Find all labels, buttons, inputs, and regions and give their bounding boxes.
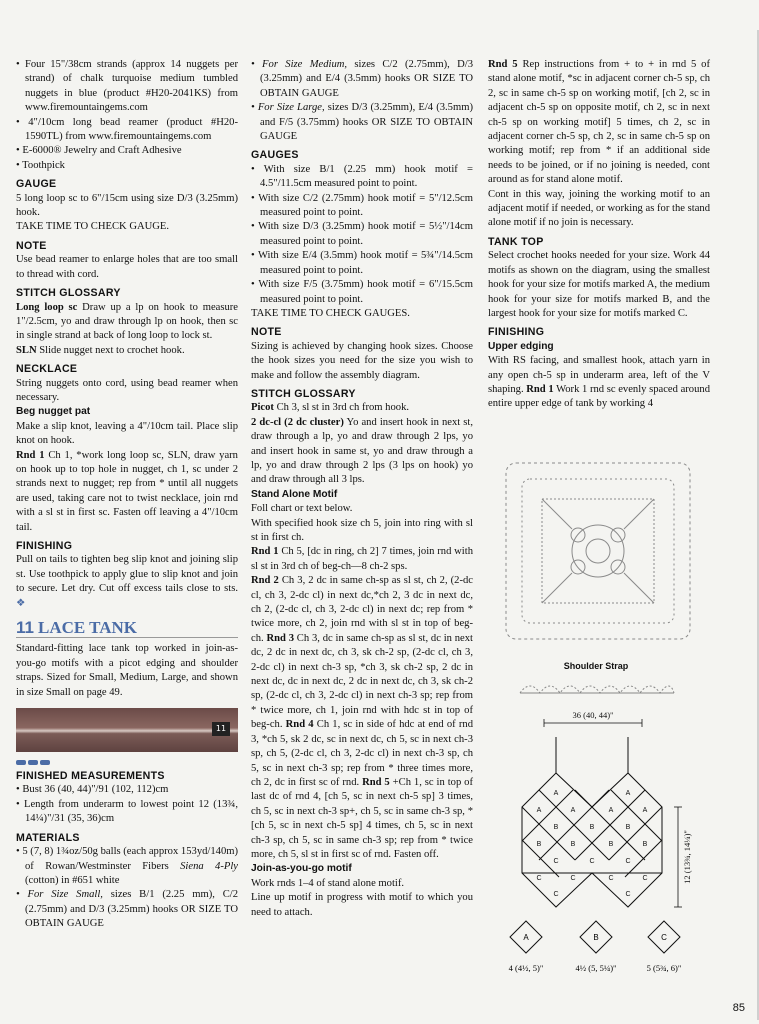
size-large-label: • For Size Large,	[251, 102, 325, 114]
motif-a-3: A	[536, 807, 542, 814]
upper-edging-body: With RS facing, and smallest hook, attach yarn in any open ch-5 sp in underarm area, left of the V shaping.	[488, 355, 710, 395]
gauge-heading: GAUGE	[16, 178, 57, 191]
bullet-reamer: • 4"/10cm long bead reamer (product #H20-1590TL) from www.firemountaingems.com	[16, 116, 238, 143]
motif-c-6: C	[608, 875, 614, 882]
photo-badge: 11	[212, 722, 230, 736]
motif-a-1: A	[553, 790, 559, 797]
materials-heading: MATERIALS	[16, 831, 80, 844]
motif-c-9: C	[625, 891, 631, 898]
rnd1-term: Rnd 1	[16, 449, 45, 461]
size-c-label: 5 (5¾, 6)"	[646, 963, 682, 973]
bullet-adhesive: • E-6000® Jewelry and Craft Adhesive	[16, 145, 182, 157]
motif-rnd3-term: Rnd 3	[266, 632, 294, 644]
motif-a-5: A	[608, 807, 614, 814]
motif-rnd1-term: Rnd 1	[251, 546, 279, 558]
motif-chart	[506, 463, 690, 639]
rnd1-text: Ch 1, *work long loop sc, SLN, draw yarn on hook up to top hole in nugget, ch 1, sc under 2 strands next to nugget; rep from * until all nuggets are used, taking care not to twist necklace, join rnd with a sl st in first sc. Fasten off leaving a 4"/10cm tail.	[16, 449, 238, 533]
size-medium-label: • For Size Medium,	[251, 59, 348, 70]
column-right	[488, 58, 710, 412]
bullet-nuggets: • Four 15"/38cm strands (approx 14 nuggets per strand) of chalk turquoise medium tumbled nuggets in blue (product #H20-2041KS) from www.firemountaingems.com	[16, 59, 238, 114]
materials-hooks-small	[16, 888, 238, 931]
yarn-a: • 5 (7, 8) 1¾oz/50g balls (each approx 153yd/140m) of Rowan/Westminster Fibers	[16, 846, 239, 872]
jayg-rnd5-text: Rep instructions from + to + in rnd 5 of stand alone motif, *sc in adjacent corner ch-5 sp, ch 2, sc in same ch-5 sp on working motif, [ch 2, sc in adjacent ch-5 sp on opposite motif, ch 2, sc in next ch-5 sp on working motif] 5 times, ch 2, sc in adjacent corner ch-5 sp, ch 2, sc in same ch-5 sp on working motif; rep from * if an additional side needs to be joined, or if no joining is needed, cont around as for stand alone motif.	[488, 59, 710, 186]
key-c: C	[661, 933, 667, 942]
motif-a-6: A	[642, 807, 648, 814]
measure-length: • Length from underarm to lowest point 12 (13¾, 14¼)"/31 (35, 36)cm	[16, 798, 238, 825]
stitch-glossary-heading: STITCH GLOSSARY	[16, 287, 121, 300]
strap-chart	[520, 686, 674, 693]
motif-c-5: C	[570, 875, 576, 882]
stand-alone-heading: Stand Alone Motif	[251, 488, 338, 500]
motif-rnd2-4	[251, 574, 473, 862]
length-measure	[674, 807, 682, 907]
motif-rnd1-text: Ch 5, [dc in ring, ch 2] 7 times, join rnd with sl st in 3rd ch of beg-ch—8 ch-2 sps.	[251, 546, 473, 572]
motif-b-5: B	[570, 841, 576, 848]
motif-c-2: C	[589, 858, 595, 865]
jayg-rnd5-term: Rnd 5	[488, 59, 518, 70]
crochet-diagrams	[492, 455, 714, 985]
sln-entry	[16, 344, 238, 358]
long-loop-text: Draw up a lp on hook to measure 1"/2.5cm, yo and draw through lp on hook, then sc in single strand at back of long loop to lock st.	[16, 301, 238, 342]
motif-c-7: C	[642, 875, 648, 882]
hooks-large	[251, 101, 473, 144]
motif-a-2: A	[625, 790, 631, 797]
skill-level-icon	[16, 760, 238, 765]
gauges-check: TAKE TIME TO CHECK GAUGES.	[251, 307, 410, 319]
motif-rnd1	[251, 545, 473, 574]
hooks-medium	[251, 58, 473, 101]
key-b: B	[593, 933, 599, 942]
project-title	[16, 618, 238, 638]
finished-measurements-heading: FINISHED MEASUREMENTS	[16, 770, 165, 783]
page-number: 85	[732, 1002, 745, 1014]
gauge-d3: • With size D/3 (3.25mm) hook motif = 5½"/14cm measured point to point.	[251, 221, 473, 247]
necklace-heading: NECKLACE	[16, 363, 78, 376]
stand-alone-intro: Foll chart or text below.	[251, 503, 353, 515]
stand-alone-start: With specified hook size ch 5, join into ring with sl st in first ch.	[251, 517, 473, 543]
join-as-you-go-heading: Join-as-you-go motif	[251, 863, 352, 875]
gauge-text: 5 long loop sc to 6"/15cm using size D/3 (3.25mm) hook.	[16, 192, 238, 219]
motif-rnd3-text: Ch 3, dc in same ch-sp as sl st, dc in next dc, 2 dc in next dc, ch 3, sk ch-2 sp, (2-dc cl, ch 3, 2-dc cl) in next ch-3 sp, *ch 3, sk ch-2 sp, 2 dc in next dc, dc in next dc, 2 dc in next dc, ch 3, sk ch-2 sp, (2-dc cl, ch 3, 2-dc cl) in next ch-3 sp; rep from * twice more, ch 1, join rnd with hdc st in top of beg-ch.	[251, 632, 473, 731]
note-heading: NOTE	[16, 239, 47, 252]
note-text: Use bead reamer to enlarge holes that are too small to thread with cord.	[16, 254, 238, 280]
long-loop-sc-entry	[16, 301, 238, 344]
motif-b-7: B	[642, 841, 648, 848]
dc-cluster-text: Yo and insert hook in next st, draw through a lp, yo and draw through 2 lps, yo and insert hook in same st, yo and draw through a lp, yo and draw through 2 lps (3 lps on hook) yo and draw through all 3 lps.	[251, 416, 473, 486]
motif-rnd2-text: Ch 3, 2 dc in same ch-sp as sl st, ch 2, (2-dc cl, ch 3, 2-dc cl) in next dc,*ch 2, 3 dc in next dc, ch 2, (2-dc cl, ch 3, 2-dc cl) in next dc; rep from * twice more, ch 2, join rnd with sl st in top of beg-ch.	[251, 575, 473, 644]
motif-a-4: A	[570, 807, 576, 814]
picot-text: Ch 3, sl st in 3rd ch from hook.	[273, 402, 410, 414]
finishing-text	[16, 553, 238, 611]
project-photo-strip	[16, 708, 238, 752]
motif-rnd4-term: Rnd 4	[285, 719, 314, 731]
note2-heading: NOTE	[251, 326, 282, 339]
gauge-f5: • With size F/5 (3.75mm) hook motif = 6"/15.5cm measured point to point.	[251, 279, 473, 305]
tank-diagram	[522, 773, 662, 907]
size-small-text: sizes B/1 (2.25 mm), C/2 (2.75mm) and D/3 (3.25mm) hooks OR SIZE TO OBTAIN GAUGE	[25, 889, 239, 930]
long-loop-term: Long loop sc	[16, 301, 78, 313]
bullet-toothpick: • Toothpick	[16, 159, 65, 171]
stitch-glossary2-heading: STITCH GLOSSARY	[251, 387, 356, 400]
motif-rnd5-text: +Ch 1, sc in top of last dc of rnd 4, [ch 5, sc in next ch-5 sp] 3 times, ch 5, sc in next ch-3 sp+, ch 5, sc in same ch-3 sp, *[ch 5, sc in next ch-5 sp] 4 times, ch 5, sc in next ch-3 sp, ch 5, sc in same ch-3 sp; rep from * twice more, ch 5, sl st in first sc of rnd. Fasten off.	[251, 776, 473, 860]
necklace-text: String nuggets onto cord, using bead reamer when necessary.	[16, 377, 238, 403]
tank-motif-labels	[536, 790, 647, 898]
motif-c-1: C	[553, 858, 559, 865]
motif-c-4: C	[536, 875, 542, 882]
note2-text: Sizing is achieved by changing hook sizes. Choose the hook sizes you need for the size you wish to make and follow the assembly diagram.	[251, 340, 473, 381]
yarn-end: (cotton) in #651 white	[25, 874, 120, 886]
tank-top-heading: TANK TOP	[488, 235, 544, 248]
sln-term: SLN	[16, 344, 37, 356]
size-b-label: 4½ (5, 5¼)"	[575, 963, 617, 973]
size-large-text: sizes D/3 (3.25mm), E/4 (3.5mm) and F/5 (3.75mm) hooks OR SIZE TO OBTAIN GAUGE	[260, 102, 473, 143]
finishing-heading: FINISHING	[16, 540, 73, 552]
upper-rnd1-term: Rnd 1	[526, 383, 554, 395]
size-small-label: • For Size Small,	[16, 889, 103, 901]
gauge-e4: • With size E/4 (3.5mm) hook motif = 5¾"/14.5cm measured point to point.	[251, 250, 473, 276]
strap-label: Shoulder Strap	[563, 661, 629, 671]
key-a: A	[523, 933, 529, 942]
column-middle	[251, 58, 473, 920]
necklace-rnd1	[16, 449, 238, 535]
jayg-text2: Line up motif in progress with motif to which you need to attach.	[251, 892, 473, 918]
motif-b-4: B	[536, 841, 542, 848]
motif-c-8: C	[553, 891, 559, 898]
upper-rnd1-text: Work 1 rnd sc evenly spaced around entire upper edge of tank by working 4	[488, 383, 710, 410]
dc-cluster-term: 2 dc-cl (2 dc cluster)	[251, 416, 344, 428]
size-medium-text: sizes C/2 (2.75mm), D/3 (3.25mm) and E/4 (3.5mm) hooks OR SIZE TO OBTAIN GAUGE	[260, 59, 473, 99]
upper-edging-text	[488, 354, 710, 412]
beg-nugget-text: Make a slip knot, leaving a 4"/10cm tail. Place slip knot on hook.	[16, 420, 238, 447]
size-a-label: 4 (4½, 5)"	[508, 963, 544, 973]
gauge-c2: • With size C/2 (2.75mm) hook motif = 5"/12.5cm measured point to point.	[251, 192, 473, 219]
motif-rnd4-text: Ch 1, sc in side of hdc at end of rnd 3, *ch 5, sk 2 dc, sc in next dc, ch 5, sc in next ch-3 sp, ch 5, (2-dc cl, ch 3, 2-dc cl) in next ch-3 sp, ch 5, sc in next ch-3 sp; rep from * three times more, ch 2, dc in first sc of rnd.	[251, 719, 473, 788]
upper-edging-heading: Upper edging	[488, 340, 554, 352]
column-left	[16, 58, 238, 932]
motif-b-1: B	[553, 824, 559, 831]
end-mark-icon: ❖	[16, 597, 26, 609]
project-name: LACE TANK	[37, 618, 138, 638]
jayg-cont: Cont in this way, joining the working motif to an adjacent motif if needed, or working as for the stand alone motif if no join is necessary.	[488, 188, 710, 229]
gauges-heading: GAUGES	[251, 149, 299, 162]
picot-term: Picot	[251, 402, 274, 414]
gauge-check: TAKE TIME TO CHECK GAUGE.	[16, 221, 170, 233]
gauge-b1: • With size B/1 (2.25 mm) hook motif = 4.5"/11.5cm measured point to point.	[251, 163, 473, 190]
materials-yarn	[16, 845, 238, 888]
length-label: 12 (13¾, 14¼)"	[682, 830, 692, 884]
finishing-body: Pull on tails to tighten beg slip knot and joining slip st. Use toothpick to apply glue to slip knot and join to secure. Let dry. Cut off excess tails close to sts.	[16, 554, 238, 595]
width-measure	[544, 719, 642, 727]
motif-rnd2-term: Rnd 2	[251, 575, 279, 587]
diagram-area	[492, 455, 714, 990]
picot-entry	[251, 401, 473, 415]
yarn-name: Siena 4-Ply	[180, 860, 238, 872]
motif-c-3: C	[625, 858, 631, 865]
motif-b-3: B	[625, 824, 631, 831]
dc-cluster-entry	[251, 416, 473, 488]
tank-top-text: Select crochet hooks needed for your size. Work 44 motifs as shown on the diagram, using the smallest hook for your size for motifs marked A, the medium hook for your size for motifs marked B, and the largest hook for your size for motifs marked C.	[488, 250, 710, 319]
jayg-rnd5	[488, 58, 710, 188]
jayg-text1: Work rnds 1–4 of stand alone motif.	[251, 877, 405, 889]
sln-text: Slide nugget next to crochet hook.	[36, 344, 185, 356]
motif-b-6: B	[608, 841, 614, 848]
width-label: 36 (40, 44)"	[572, 710, 614, 720]
tank-straps	[556, 737, 628, 773]
project-intro: Standard-fitting lace tank top worked in join-as-you-go motifs with a picot edging and shoulder straps. Sized for Small, Medium, Large, and shown in size Small on page 49.	[16, 643, 238, 698]
project-number: 11	[16, 618, 34, 638]
beg-nugget-pat-heading: Beg nugget pat	[16, 406, 91, 418]
motif-rnd5-term: Rnd 5	[362, 776, 390, 788]
motif-b-2: B	[589, 824, 595, 831]
measure-bust: • Bust 36 (40, 44)"/91 (102, 112)cm	[16, 784, 169, 796]
finishing2-heading: FINISHING	[488, 326, 545, 339]
